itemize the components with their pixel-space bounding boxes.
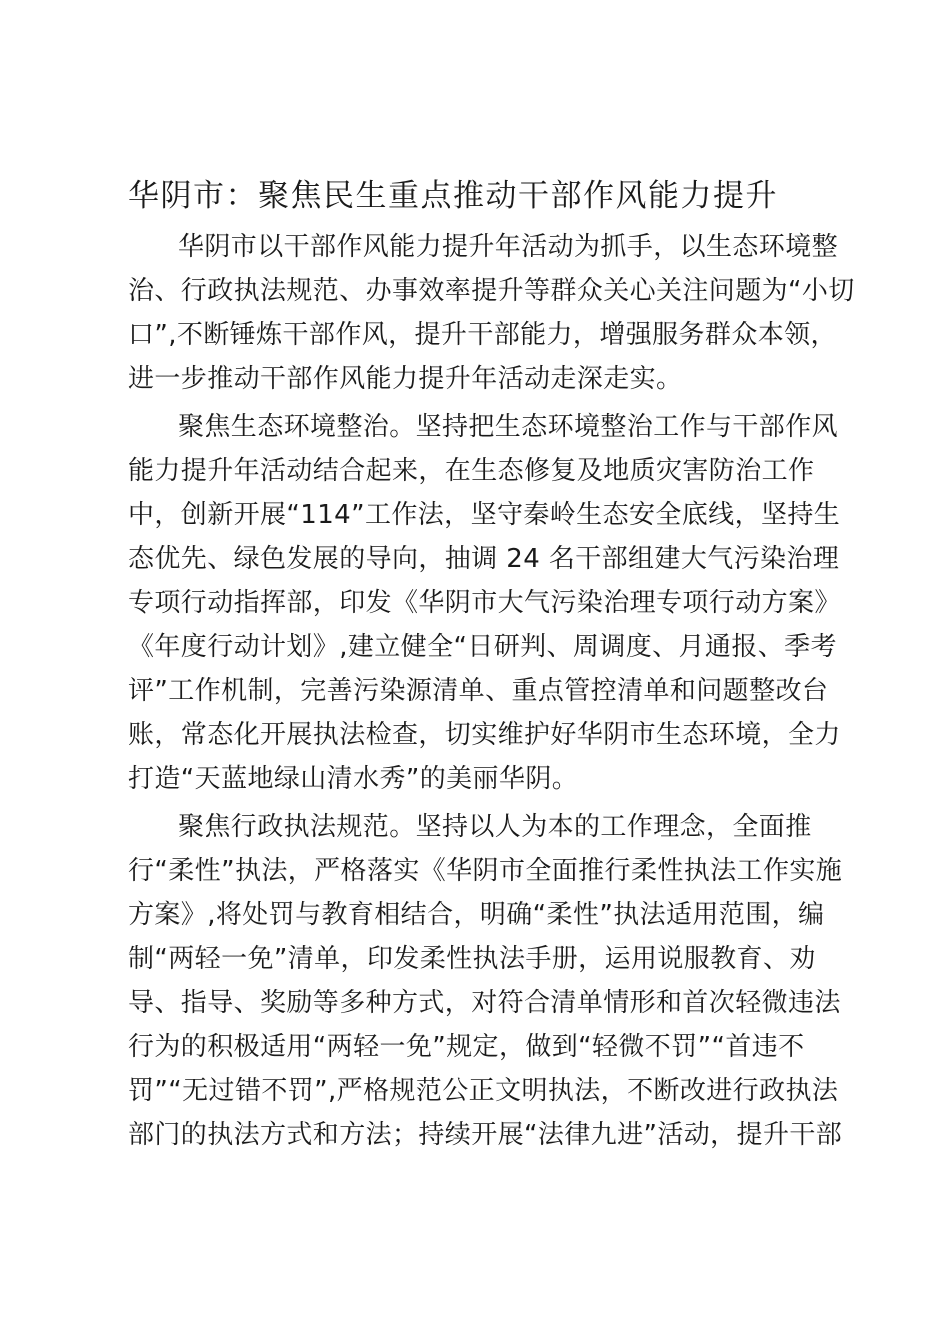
paragraph-3-line-3: 方案》,将处罚与教育相结合，明确“柔性”执法适用范围，编 xyxy=(128,900,825,930)
paragraph-3-line-7: 罚”“无过错不罚”,严格规范公正文明执法，不断改进行政执法 xyxy=(128,1076,839,1106)
document-title: 华阴市：聚焦民生重点推动干部作风能力提升 xyxy=(128,178,778,214)
paragraph-2-line-7: 评”工作机制，完善污染源清单、重点管控清单和问题整改台 xyxy=(128,676,829,706)
paragraph-3-line-2: 行“柔性”执法，严格落实《华阴市全面推行柔性执法工作实施 xyxy=(128,856,843,886)
paragraph-3-line-1: 聚焦行政执法规范。坚持以人为本的工作理念，全面推 xyxy=(178,812,812,842)
paragraph-2-line-2: 能力提升年活动结合起来，在生态修复及地质灾害防治工作 xyxy=(128,456,815,486)
paragraph-1-line-3: 口”,不断锤炼干部作风，提升干部能力，增强服务群众本领， xyxy=(128,320,837,350)
paragraph-2-line-9: 打造“天蓝地绿山清水秀”的美丽华阴。 xyxy=(128,764,579,794)
paragraph-2-line-4: 态优先、绿色发展的导向，抽调 24 名干部组建大气污染治理 xyxy=(128,544,840,574)
paragraph-1-line-2: 治、行政执法规范、办事效率提升等群众关心关注问题为“小切 xyxy=(128,276,855,306)
paragraph-1-line-1: 华阴市以干部作风能力提升年活动为抓手，以生态环境整 xyxy=(178,232,839,262)
paragraph-2-line-6: 《年度行动计划》,建立健全“日研判、周调度、月通报、季考 xyxy=(128,632,837,662)
paragraph-2-line-5: 专项行动指挥部，印发《华阴市大气污染治理专项行动方案》 xyxy=(128,588,841,618)
paragraph-2-line-1: 聚焦生态环境整治。坚持把生态环境整治工作与干部作风 xyxy=(178,412,839,442)
paragraph-2-line-3: 中，创新开展“114”工作法，坚守秦岭生态安全底线，坚持生 xyxy=(128,500,841,530)
paragraph-2-line-8: 账，常态化开展执法检查，切实维护好华阴市生态环境，全力 xyxy=(128,720,841,750)
paragraph-1-line-4: 进一步推动干部作风能力提升年活动走深走实。 xyxy=(128,364,683,394)
paragraph-3-line-5: 导、指导、奖励等多种方式，对符合清单情形和首次轻微违法 xyxy=(128,988,841,1018)
paragraph-3-line-8: 部门的执法方式和方法；持续开展“法律九进”活动，提升干部 xyxy=(128,1120,843,1150)
paragraph-3-line-4: 制“两轻一免”清单，印发柔性执法手册，运用说服教育、劝 xyxy=(128,944,816,974)
paragraph-3-line-6: 行为的积极适用“两轻一免”规定，做到“轻微不罚”“首违不 xyxy=(128,1032,805,1062)
